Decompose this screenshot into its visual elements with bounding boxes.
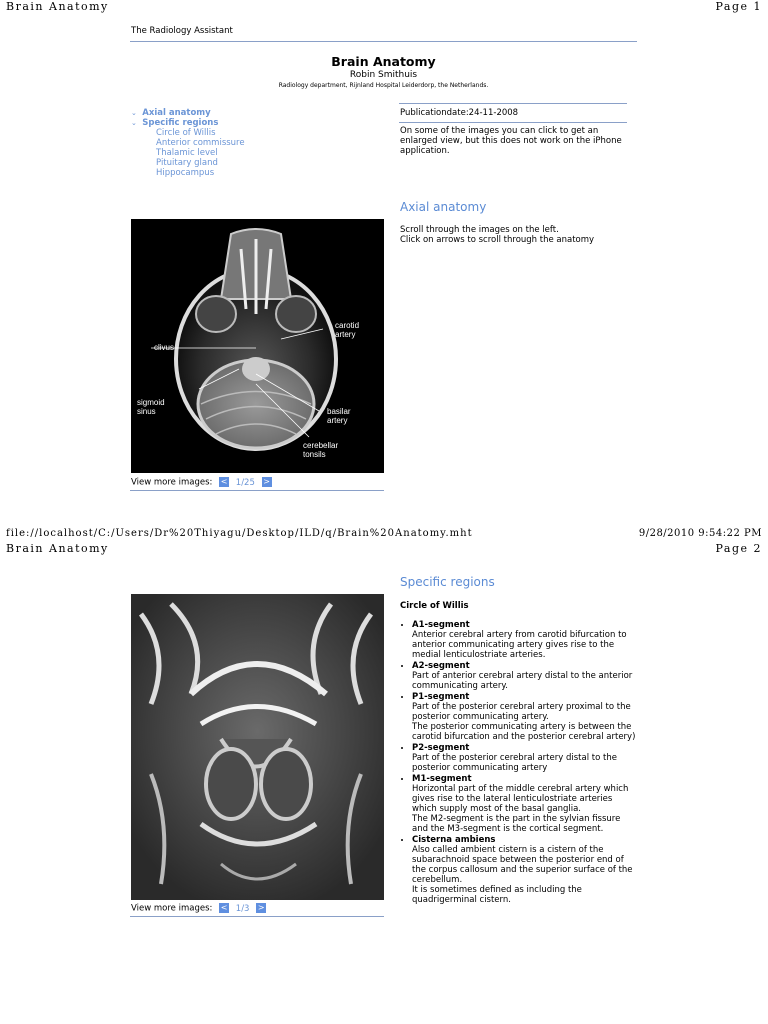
segment-text: Horizontal part of the middle cerebral artery which gives rise to the lateral lenticulostriate arteries which supply most of the basal ganglia. xyxy=(412,784,629,814)
axial-image-viewer-controls xyxy=(131,477,272,488)
print-footer-datetime: 9/28/2010 9:54:22 PM xyxy=(638,528,762,539)
list-item xyxy=(412,835,638,905)
view-more-label: View more images: xyxy=(131,477,213,488)
pub-divider-bottom xyxy=(399,122,627,123)
table-of-contents xyxy=(131,108,245,178)
publication-note: On some of the images you can click to get an enlarged view, but this does not work on the iPhone application. xyxy=(400,126,622,156)
coronal-prev-button[interactable]: < xyxy=(220,903,228,912)
toc-subitem-circle-of-willis[interactable]: Circle of Willis xyxy=(156,128,216,138)
axial-next-button[interactable]: > xyxy=(263,477,270,486)
segment-extra: It is sometimes defined as including the quadrigerminal cistern. xyxy=(412,885,582,905)
label-basilar-artery: basilar artery xyxy=(327,407,351,425)
print-footer-path: file://localhost/C:/Users/Dr%20Thiyagu/Desktop/ILD/q/Brain%20Anatomy.mht xyxy=(6,528,473,539)
segment-text: Part of the posterior cerebral artery distal to the posterior communicating artery xyxy=(412,753,617,773)
print-header-title: Brain Anatomy xyxy=(6,0,109,13)
header-divider xyxy=(130,41,637,42)
segment-name: • A1-segment xyxy=(412,620,470,630)
specific-section-title: Specific regions xyxy=(400,575,495,589)
coronal-mri-drawing xyxy=(131,594,384,900)
axial-instruction-1: Scroll through the images on the left. xyxy=(400,225,559,235)
label-sigmoid-sinus: sigmoid sinus xyxy=(137,398,165,416)
circle-of-willis-subtitle: Circle of Willis xyxy=(400,601,469,611)
axial-viewer-divider xyxy=(130,490,384,491)
label-clivus: clivus xyxy=(154,343,175,352)
segment-name: • A2-segment xyxy=(412,661,470,671)
axial-prev-button[interactable]: < xyxy=(220,477,228,486)
segment-name: • M1-segment xyxy=(412,774,472,784)
toc-subitem-pituitary-gland[interactable]: Pituitary gland xyxy=(156,158,218,168)
segment-extra: The posterior communicating artery is between the carotid bifurcation and the posterior cerebral artery) xyxy=(412,722,636,742)
segment-name: • P1-segment xyxy=(412,692,470,702)
author: Robin Smithuis xyxy=(349,70,418,80)
segment-text: Part of anterior cerebral artery distal to the anterior communicating artery. xyxy=(412,671,633,691)
coronal-image-viewer-controls xyxy=(131,903,266,914)
axial-instruction-2: Click on arrows to scroll through the anatomy xyxy=(400,235,595,245)
segment-text: Also called ambient cistern is a cistern of the subarachnoid space between the posterior end of the corpus callosum and the superior surface of the cerebellum. xyxy=(412,845,633,885)
affiliation: Radiology department, Rijnland Hospital Leiderdorp, the Netherlands. xyxy=(278,82,489,89)
toc-subitem-hippocampus[interactable]: Hippocampus xyxy=(156,168,215,178)
axial-instructions xyxy=(400,225,630,245)
coronal-viewer-divider xyxy=(130,916,384,917)
publication-date: Publicationdate:24-11-2008 xyxy=(400,108,519,118)
list-item xyxy=(412,692,638,742)
list-item xyxy=(412,620,638,660)
page-title: Brain Anatomy xyxy=(331,54,436,69)
label-carotid-artery: carotid artery xyxy=(335,321,360,339)
axial-section-title: Axial anatomy xyxy=(400,200,487,214)
label-cerebellar-tonsils: cerebellar tonsils xyxy=(303,441,339,459)
segments-list xyxy=(400,620,638,906)
list-item xyxy=(412,774,638,834)
axial-image-counter: 1/25 xyxy=(235,477,255,488)
coronal-mri-image[interactable] xyxy=(131,594,384,900)
print-header-title-page2: Brain Anatomy xyxy=(6,542,109,555)
print-header-page: Page 1 xyxy=(715,0,762,13)
segment-name: • Cisterna ambiens xyxy=(412,835,496,845)
list-item xyxy=(412,661,638,691)
toc-subitem-thalamic-level[interactable]: Thalamic level xyxy=(156,148,218,158)
toc-subitem-anterior-commissure[interactable]: Anterior commissure xyxy=(156,138,245,148)
pub-divider-top xyxy=(399,103,627,104)
segment-text: Part of the posterior cerebral artery proximal to the posterior communicating artery. xyxy=(412,702,631,722)
segment-text: Anterior cerebral artery from carotid bifurcation to anterior communicating artery gives rise to the medial lenticulostriate arteries. xyxy=(412,630,627,660)
segment-extra: The M2-segment is the part in the sylvian fissure and the M3-segment is the cortical segment. xyxy=(412,814,621,834)
list-item xyxy=(412,743,638,773)
toc-item-axial[interactable]: ⌄ Axial anatomy xyxy=(131,108,211,118)
coronal-image-counter: 1/3 xyxy=(235,903,250,914)
segment-name: • P2-segment xyxy=(412,743,470,753)
toc-item-specific[interactable]: ⌄ Specific regions xyxy=(131,118,219,128)
view-more-label-2: View more images: xyxy=(131,903,213,914)
site-name[interactable]: The Radiology Assistant xyxy=(131,26,233,36)
print-header-page2: Page 2 xyxy=(715,542,762,555)
coronal-next-button[interactable]: > xyxy=(257,903,265,912)
axial-mri-image[interactable] xyxy=(131,219,384,473)
